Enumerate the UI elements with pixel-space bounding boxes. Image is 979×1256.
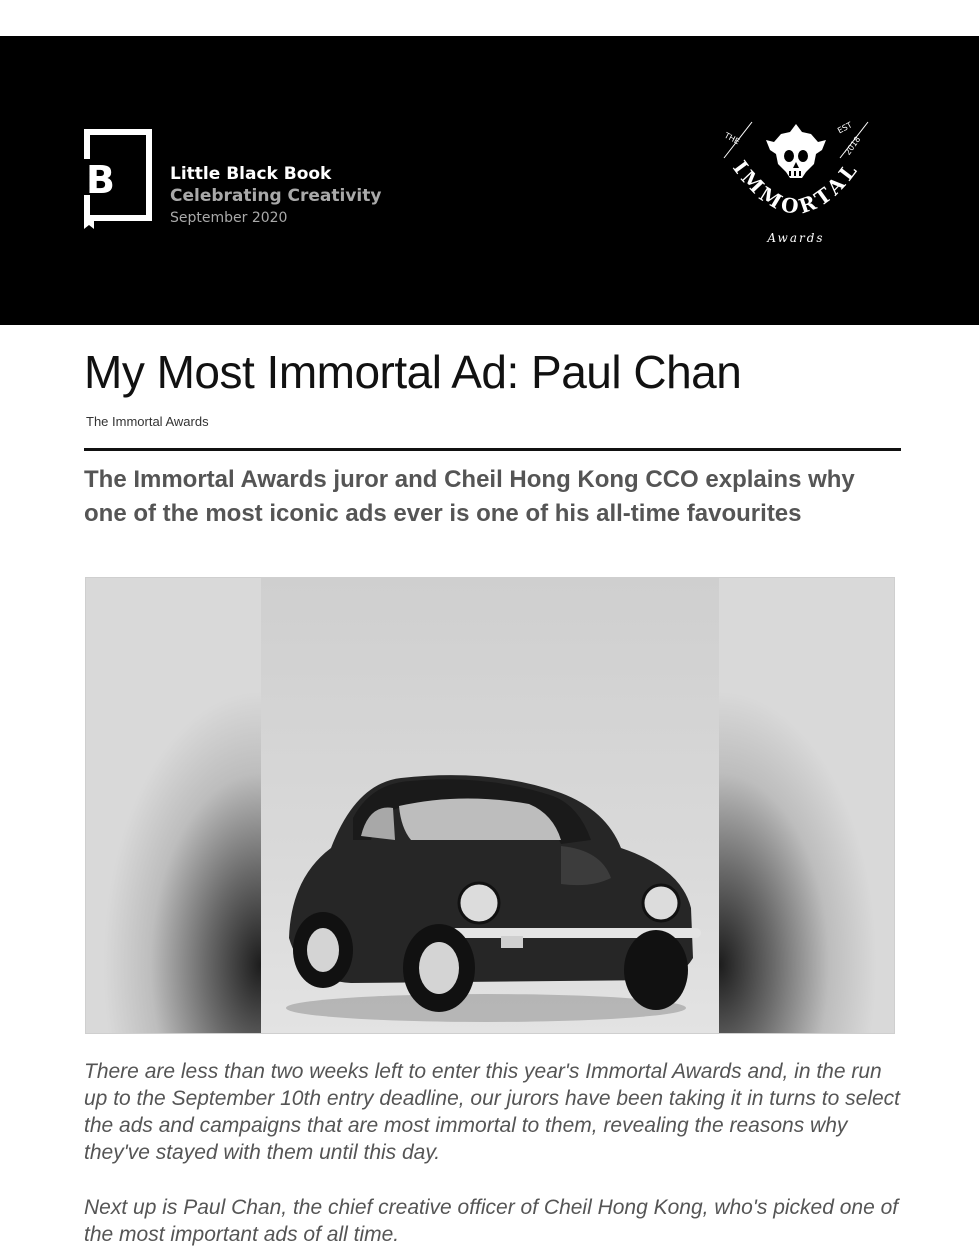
- lbb-brand-block: [170, 163, 381, 229]
- hero-blur-left: [86, 578, 261, 1033]
- brand-tagline: Celebrating Creativity: [170, 186, 382, 206]
- badge-the-text: THE: [722, 130, 742, 147]
- article-paragraph: There are less than two weeks left to enter this year's Immortal Awards and, in the run up to the September 10th entry deadline, our jurors have been taking it in turns to select the ads and campaigns that are most immortal to them, revealing the reasons why they've stayed with them until this day.: [84, 1060, 900, 1164]
- immortal-awards-logo-icon[interactable]: [716, 118, 876, 253]
- badge-sub-text: Awards: [767, 231, 825, 245]
- badge-est-text: EST: [836, 120, 854, 136]
- brand-name: Little Black Book: [170, 164, 332, 184]
- hero-ad-photo: [261, 578, 719, 1033]
- article-title[interactable]: My Most Immortal Ad: Paul Chan: [84, 346, 742, 398]
- hero-image[interactable]: [85, 577, 895, 1034]
- lbb-logo-icon[interactable]: [84, 129, 152, 231]
- issue-date: September 2020: [170, 210, 288, 226]
- hero-blur-right: [719, 578, 894, 1033]
- title-divider: [84, 448, 901, 451]
- badge-year-text: 2018: [843, 134, 863, 157]
- article-category[interactable]: The Immortal Awards: [86, 414, 209, 429]
- badge-word-text: IMMORTAL: [728, 156, 864, 219]
- article-paragraph: Next up is Paul Chan, the chief creative officer of Cheil Hong Kong, who's picked one of the most important ads of all time.: [84, 1196, 899, 1246]
- article-standfirst: The Immortal Awards juror and Cheil Hong Kong CCO explains why one of the most iconic ads ever is one of his all-time favourites: [84, 466, 855, 527]
- vw-beetle-icon: [261, 578, 719, 1034]
- svg-text:B: B: [86, 158, 115, 202]
